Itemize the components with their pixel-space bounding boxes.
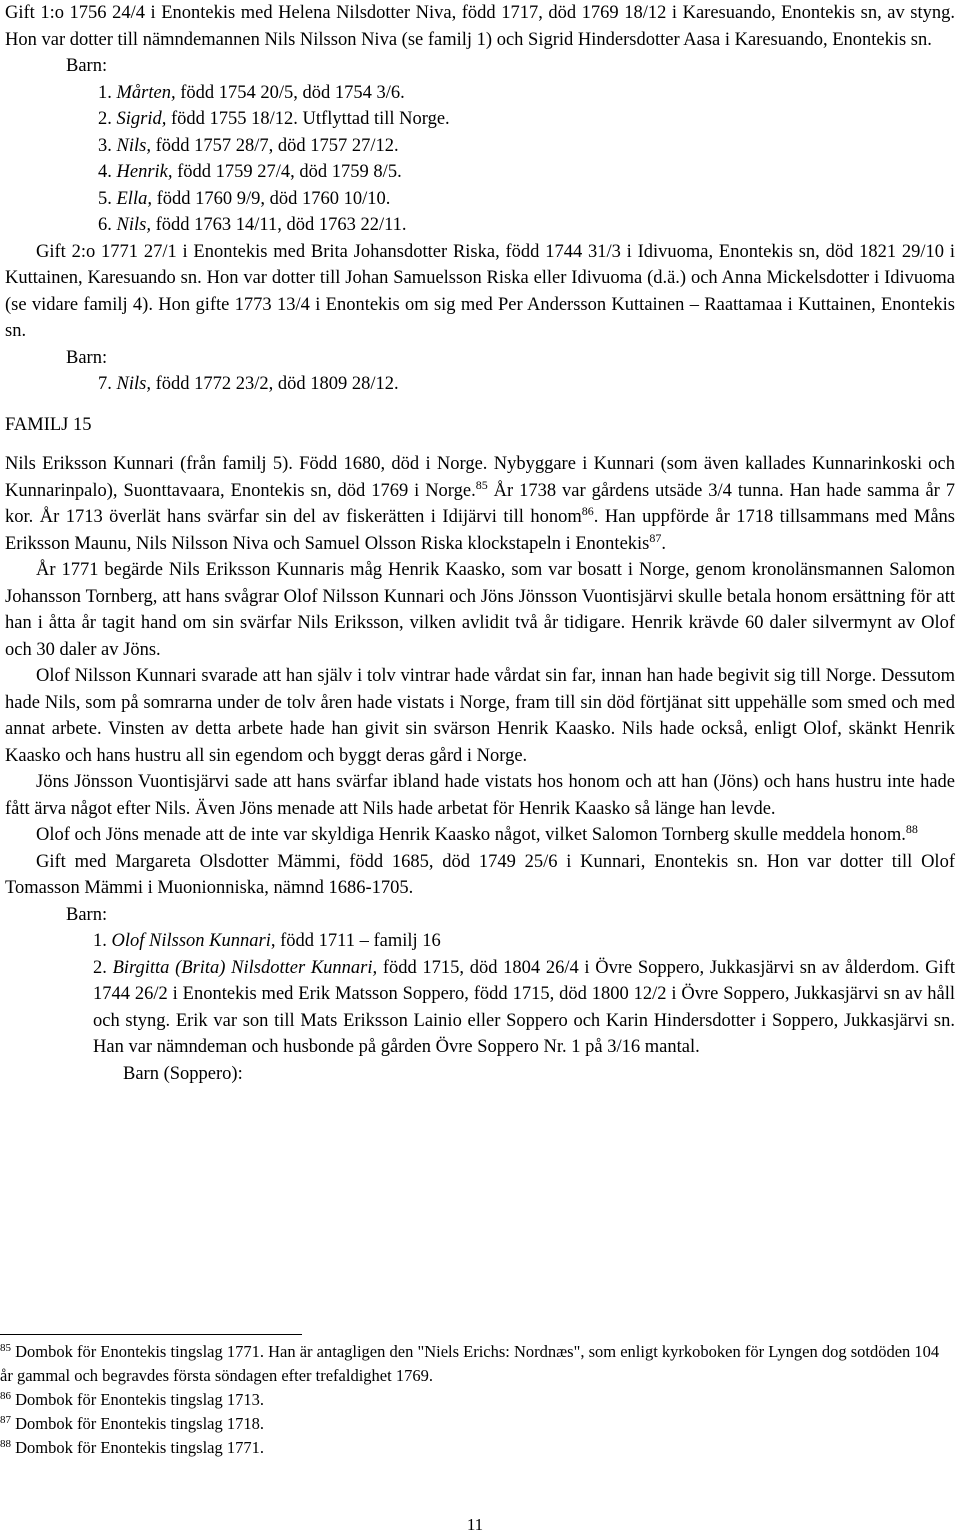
paragraph-1771: År 1771 begärde Nils Eriksson Kunnaris måg Henrik Kaasko, som var bosatt i Norge, genom kronolänsmannen Salomon Johansson Tornberg, att hans svågrar Olof Nilsson Kunnari och Jöns Jönsson Vuontisjärvi skulle betala honom ersättning för att han i åtta år tagit hand om sin svärfar Nils Eriksson, vilken avlidit två år tidigare. Henrik krävde 60 daler silvermynt av Olof och 30 daler av Jöns. [5,560,955,660]
footnote-separator [0,1334,302,1335]
paragraph-jons: Jöns Jönsson Vuontisjärvi sade att hans svärfar ibland hade vistats hos honom och att han (Jöns) och hans hustru inte hade fått ärva något efter Nils. Även Jöns menade att Nils hade arbetat för Henrik Kaasko så länge han levde. [5,772,955,819]
child-details: född 1715, död 1804 26/4 i Övre Soppero, Jukkasjärvi sn av ålderdom. Gift 1744 26/2 i Enontekis med Erik Matsson Soppero, född 1715, död 1800 12/2 i Övre Soppero, Jukkasjärvi sn av håll och styng. Erik var son till Mats Eriksson Lainio eller Soppero och Karin Hindersdotter i Soppero, Jukkasjärvi sn. Han var nämndeman och husbonde på gården Övre Soppero Nr. 1 på 3/16 mantal. [93,957,956,1057]
footnote [0,1388,950,1412]
footnote [0,1340,950,1388]
footnote-ref: 88 [905,822,918,836]
marriage-2-paragraph: Gift 2:o 1771 27/1 i Enontekis med Brita Johansdotter Riska, född 1744 31/3 i Idivuoma, Enontekis sn, död 1821 29/10 i Kuttainen, Karesuando sn. Hon var dotter till Johan Samuelsson Riska eller Idivuoma (d.ä.) och Anna Mickelsdotter i Idivuoma (se vidare familj 4). Hon gifte 1773 13/4 i Enontekis om sig med Per Andersson Kuttainen – Raattamaa i Kuttainen, Enontekis sn. [5,241,955,341]
marriage-1-paragraph: Gift 1:o 1756 24/4 i Enontekis med Helena Nilsdotter Niva, född 1717, död 1769 18/12 i Karesuando, Enontekis sn, av styng. Hon var dotter till nämndemannen Nils Nilsson Niva (se familj 1) och Sigrid Hindersdotter Aasa i Karesuando, Enontekis sn. [5,3,955,50]
child-number: 3. [98,135,112,156]
child-number: 1. [98,82,112,103]
child-entry [5,955,955,1061]
child-name: Henrik, [116,162,173,182]
children-label: Barn: [66,56,108,76]
child-number: 1. [93,931,107,951]
child-entry [5,80,955,107]
page-number: 11 [466,1515,484,1534]
child-number: 2. [93,957,107,978]
child-details: född 1757 28/7, död 1757 27/12. [150,135,399,156]
child-number: 6. [98,215,112,235]
footnote-number: 86 [0,1390,11,1402]
child-number: 2. [98,109,112,129]
child-name: Mårten, [116,82,176,103]
nils-intro-text-4: . [661,533,666,554]
children-label: Barn: [66,904,108,925]
footnote-ref: 86 [581,504,594,518]
marriage-margareta-paragraph: Gift med Margareta Olsdotter Mämmi, född 1685, död 1749 25/6 i Kunnari, Enontekis sn. Hon var dotter till Olof Tomasson Mämmi i Muonionniska, nämnd 1686-1705. [5,851,955,898]
children-label: Barn: [66,347,108,368]
child-details: född 1754 20/5, död 1754 3/6. [175,82,405,103]
footnote-ref: 85 [475,477,488,492]
child-entry [5,159,955,186]
footnote [0,1436,950,1460]
family-heading: FAMILJ 15 [5,414,92,435]
child-details: född 1759 27/4, död 1759 8/5. [172,162,402,182]
nils-intro-text-3: . Han uppförde år 1718 tillsammans med Måns Eriksson Maunu, Nils Nilsson Niva och Samuel Olsson Riska klockstapeln i Enontekis [5,507,955,554]
child-name: Olof Nilsson Kunnari [111,931,271,951]
child-entry [5,928,955,955]
grandchildren-label: Barn (Soppero): [123,1063,243,1084]
footnote-number: 87 [0,1414,11,1426]
footnote-number: 88 [0,1438,11,1450]
child-name: Ella, [116,188,152,209]
footnote-number: 85 [0,1342,11,1354]
footnote-text: Dombok för Enontekis tingslag 1771. Han är antagligen den "Niels Erichs: Nordnæs", som enligt kyrkoboken för Lyngen dog sotdöden 104 år gammal och begravdes första söndagen efter trefaldighet 1769. [0,1342,940,1385]
child-details: , född 1711 – familj 16 [270,931,441,951]
child-details: född 1755 18/12. Utflyttad till Norge. [166,109,450,129]
child-name: Sigrid, [116,109,167,129]
child-entry [5,133,955,160]
nils-intro-text-1: Nils Eriksson Kunnari (från familj 5). Född 1680, död i Norge. Nybyggare i Kunnari (som även kallades Kunnarinkoski och Kunnarinpalo), Suonttavaara, Enontekis sn, död 1769 i Norge. [5,454,955,501]
child-entry [5,106,955,133]
child-number: 5. [98,188,112,209]
paragraph-olof-jons [5,822,955,849]
child-number: 4. [98,162,112,182]
footnote-text: Dombok för Enontekis tingslag 1718. [11,1414,264,1433]
paragraph-olof: Olof Nilsson Kunnari svarade att han själv i tolv vintrar hade vårdat sin far, innan han hade begivit sig till Norge. Dessutom hade Nils, som på somrarna under de tolv åren hade vistats i Norge, fram till sin död förtjänat sitt uppehälle som smed och med annat arbete. Vinsten av detta arbete hade han givit sin svärson Henrik Kaasko. Nils hade också, enligt Olof, skänkt Henrik Kaasko och hans hustru all sin egendom och byggt deras gård i Norge. [5,666,955,766]
child-number: 7. [98,374,112,394]
child-name: Nils, [116,135,151,156]
child-entry [5,371,955,398]
child-details: född 1760 9/9, död 1760 10/10. [151,188,391,209]
footnote [0,1412,950,1436]
document-page [5,0,955,1537]
child-entry [5,186,955,213]
child-name: Birgitta (Brita) Nilsdotter Kunnari, [112,957,378,978]
child-entry [5,212,955,239]
paragraph-olof-jons-text: Olof och Jöns menade att de inte var skyldiga Henrik Kaasko något, vilket Salomon Tornberg skulle meddela honom. [36,825,906,845]
children-list-1 [5,80,955,239]
footnote-ref: 87 [649,530,662,545]
nils-intro-paragraph [5,451,955,557]
child-details: född 1763 14/11, död 1763 22/11. [150,215,407,235]
nils-intro-text-2: År 1738 var gårdens utsäde 3/4 tunna. Han hade samma år 7 kor. År 1713 överlät hans svärfar sin del av fiskerätten i Idijärvi till honom [5,480,956,527]
child-name: Nils, [116,374,151,394]
footnote-text: Dombok för Enontekis tingslag 1771. [11,1438,264,1457]
child-name: Nils, [116,215,151,235]
footnote-text: Dombok för Enontekis tingslag 1713. [11,1390,264,1409]
child-details: född 1772 23/2, död 1809 28/12. [150,374,399,394]
footnotes [0,1340,950,1460]
